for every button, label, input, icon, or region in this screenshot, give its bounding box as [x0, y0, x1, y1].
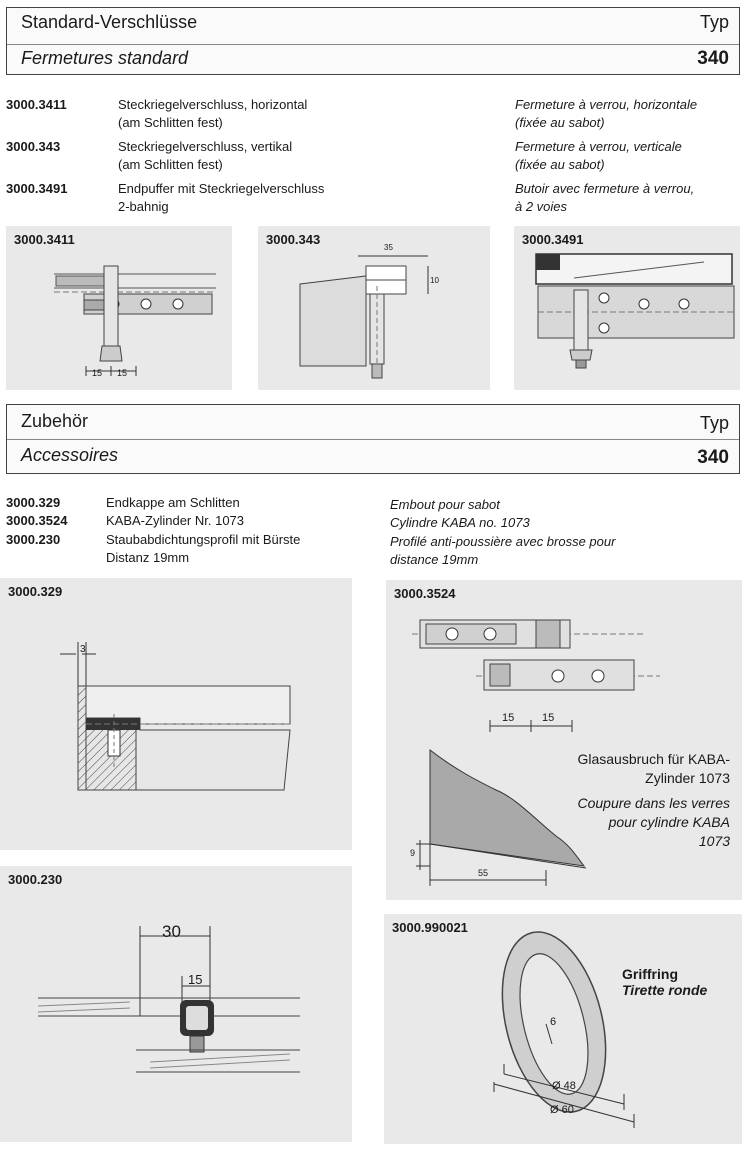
dim-label: 15	[92, 368, 103, 378]
dim-label: 15	[188, 972, 203, 987]
panel-label: 3000.230	[8, 872, 63, 887]
section-title-de: Standard-Verschlüsse	[21, 12, 198, 32]
item-desc-fr: Butoir avec fermeture à verrou, à 2 voies	[515, 181, 695, 214]
section-title-fr: Accessoires	[21, 445, 119, 465]
dim-label: 35	[384, 243, 393, 252]
dim-label: 30	[162, 922, 181, 941]
panel-3000-329	[0, 578, 352, 850]
drawing-vertical-bolt	[258, 226, 490, 390]
typ-label: Typ	[699, 413, 729, 433]
item-code: 3000.230	[6, 532, 61, 547]
panel-label: 3000.3524	[394, 586, 456, 601]
item-desc-de: Steckriegelverschluss, vertikal (am Schlitten fest)	[118, 139, 293, 172]
section-header-accessories	[6, 404, 740, 474]
dim-label: 3	[80, 644, 86, 655]
item-desc-de: KABA-Zylinder Nr. 1073	[106, 513, 245, 528]
panel-label: 3000.329	[8, 584, 63, 599]
dim-label: Ø 48	[552, 1080, 576, 1092]
item-desc-fr: Cylindre KABA no. 1073	[390, 515, 530, 530]
drawing-horizontal-bolt	[6, 226, 232, 390]
dim-label: 6	[550, 1016, 557, 1028]
item-desc-de: Staubabdichtungsprofil mit Bürste Distanz 19mm	[106, 532, 301, 565]
section-title-de: Zubehör	[21, 411, 89, 431]
glass-caption-de: Glasausbruch für KABA- Zylinder 1073	[577, 751, 730, 786]
panel-label: 3000.3491	[522, 232, 584, 247]
dim-label: 9	[410, 848, 416, 858]
item-code: 3000.329	[6, 495, 61, 510]
panel-3000-990021	[384, 914, 742, 1144]
panel-3000-3491	[514, 226, 740, 390]
item-desc-fr: Profilé anti-poussière avec brosse pour distance 19mm	[390, 534, 616, 567]
panel-label: 3000.343	[266, 232, 321, 247]
item-desc-de: Steckriegelverschluss, horizontal (am Schlitten fest)	[118, 97, 308, 130]
item-desc-fr: Fermeture à verrou, horizontale (fixée au sabot)	[515, 97, 698, 130]
item-desc-de: Endkappe am Schlitten	[106, 495, 240, 510]
dim-label: 10	[430, 276, 439, 285]
drawing-dust-seal-profile	[0, 866, 352, 1142]
section-title-fr: Fermetures standard	[21, 48, 189, 68]
item-code: 3000.343	[6, 139, 61, 154]
item-code: 3000.3411	[6, 97, 67, 112]
drawing-end-buffer	[514, 226, 740, 390]
item-desc-fr: Embout pour sabot	[390, 497, 500, 512]
dim-label: 15	[542, 712, 555, 724]
grip-ring-caption: Griffring Tirette ronde	[622, 966, 708, 998]
panel-label: 3000.3411	[14, 232, 75, 247]
dim-label: 15	[117, 368, 128, 378]
item-desc-fr: Fermeture à verrou, verticale (fixée au sabot)	[515, 139, 682, 172]
panel-3000-3524	[386, 580, 742, 740]
dim-label: Ø 60	[550, 1104, 574, 1116]
panel-3000-343	[258, 226, 490, 390]
item-code: 3000.3491	[6, 181, 68, 196]
typ-label: Typ	[699, 12, 729, 32]
header-divider	[7, 44, 739, 45]
panel-3000-3411	[6, 226, 232, 390]
panel-3000-230	[0, 866, 352, 1142]
item-code: 3000.3524	[6, 513, 68, 528]
item-desc-de: Endpuffer mit Steckriegelverschluss 2-bahnig	[118, 181, 325, 214]
dim-label: 15	[502, 712, 515, 724]
typ-number: 340	[697, 48, 729, 69]
drawing-kaba-cylinder	[386, 580, 742, 740]
dim-label: 55	[478, 868, 489, 878]
section-header-standard	[6, 7, 740, 75]
typ-number: 340	[697, 447, 729, 468]
header-divider	[7, 439, 739, 440]
panel-label: 3000.990021	[392, 920, 468, 935]
drawing-end-cap	[0, 578, 352, 850]
panel-glass-cutout	[386, 740, 742, 900]
glass-caption-fr: Coupure dans les verres pour cylindre KABA 1073	[577, 795, 730, 849]
